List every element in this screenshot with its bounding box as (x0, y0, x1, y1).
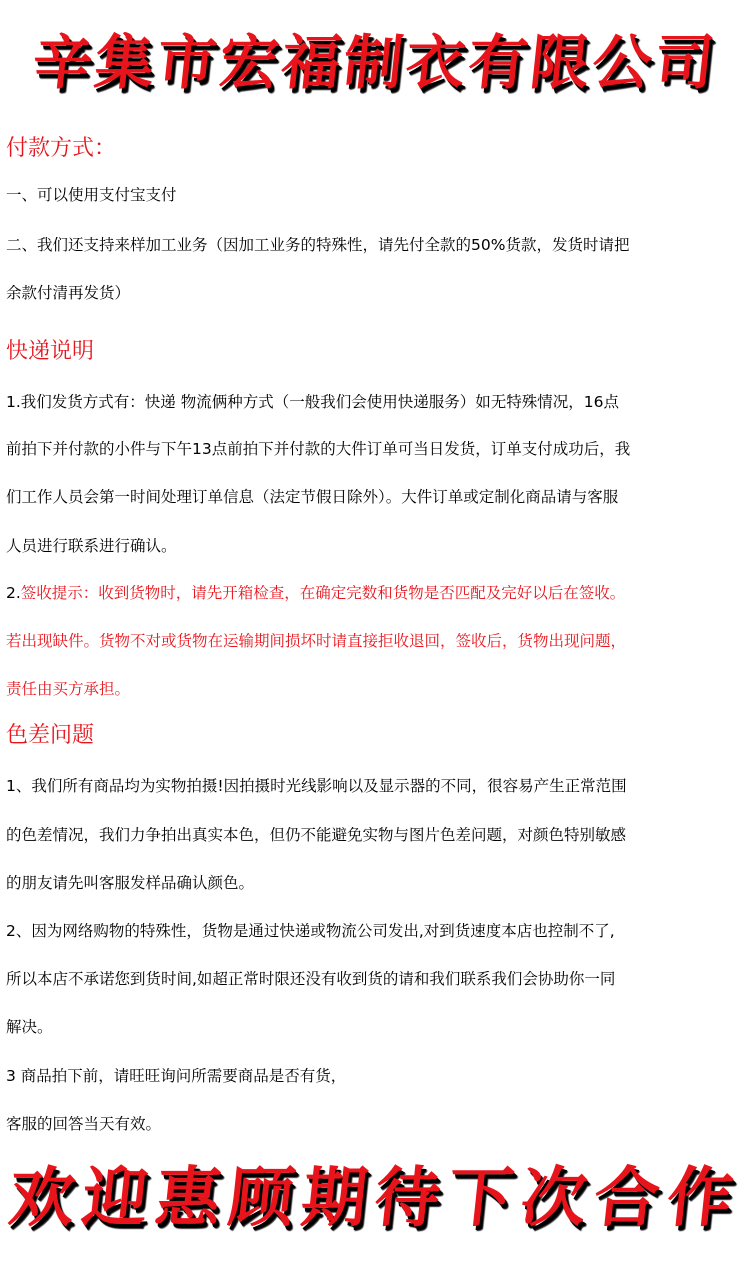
signing-note-line: 若出现缺件。货物不对或货物在运输期间损坏时请直接拒收退回，签收后，货物出现问题， (6, 632, 627, 650)
welcome-slogan-banner: 欢迎惠顾期待下次合作 (5, 1160, 745, 1236)
color-diff-line: 客服的回答当天有效。 (6, 1115, 162, 1133)
color-diff-line: 2、因为网络购物的特殊性，货物是通过快递或物流公司发出,对到货速度本店也控制不了, (6, 922, 615, 940)
shipping-line: 1.我们发货方式有：快递 物流俩种方式（一般我们会使用快递服务）如无特殊情况，16点 (6, 393, 619, 411)
color-diff-line: 解决。 (6, 1018, 53, 1036)
shipping-section-title: 快递说明 (6, 339, 95, 364)
shipping-line: 前拍下并付款的小件与下午13点前拍下并付款的大件订单可当日发货，订单支付成功后，我 (6, 440, 631, 458)
signing-note-line: 责任由买方承担。 (6, 680, 131, 698)
payment-line: 一、可以使用支付宝支付 (6, 186, 177, 204)
company-name-banner: 辛集市宏福制衣有限公司 (29, 27, 721, 97)
color-diff-line: 所以本店不承诺您到货时间,如超正常时限还没有收到货的请和我们联系我们会协助你一同 (6, 970, 616, 988)
payment-line: 二、我们还支持来样加工业务（因加工业务的特殊性，请先付全款的50%货款，发货时请把 (6, 236, 630, 254)
color-diff-line: 3 商品拍下前，请旺旺询问所需要商品是否有货， (6, 1067, 347, 1085)
color-diff-line: 的色差情况，我们力争拍出真实本色，但仍不能避免实物与图片色差问题，对颜色特别敏感 (6, 826, 627, 844)
color-diff-line: 的朋友请先叫客服发样品确认颜色。 (6, 874, 255, 892)
shipping-line: 们工作人员会第一时间处理订单信息（法定节假日除外）。大件订单或定制化商品请与客服 (6, 488, 619, 506)
color-diff-line: 1、我们所有商品均为实物拍摄!因拍摄时光线影响以及显示器的不同，很容易产生正常范围 (6, 777, 627, 795)
color-diff-section-title: 色差问题 (6, 723, 95, 748)
signing-note-text: 签收提示：收到货物时，请先开箱检查，在确定完数和货物是否匹配及完好以后在签收。 (20, 584, 626, 602)
payment-section-title: 付款方式： (6, 136, 117, 161)
signing-note-line (6, 582, 625, 604)
shipping-line: 人员进行联系进行确认。 (6, 537, 177, 555)
signing-note-number: 2. (6, 584, 21, 602)
payment-line: 余款付清再发货） (6, 284, 131, 302)
